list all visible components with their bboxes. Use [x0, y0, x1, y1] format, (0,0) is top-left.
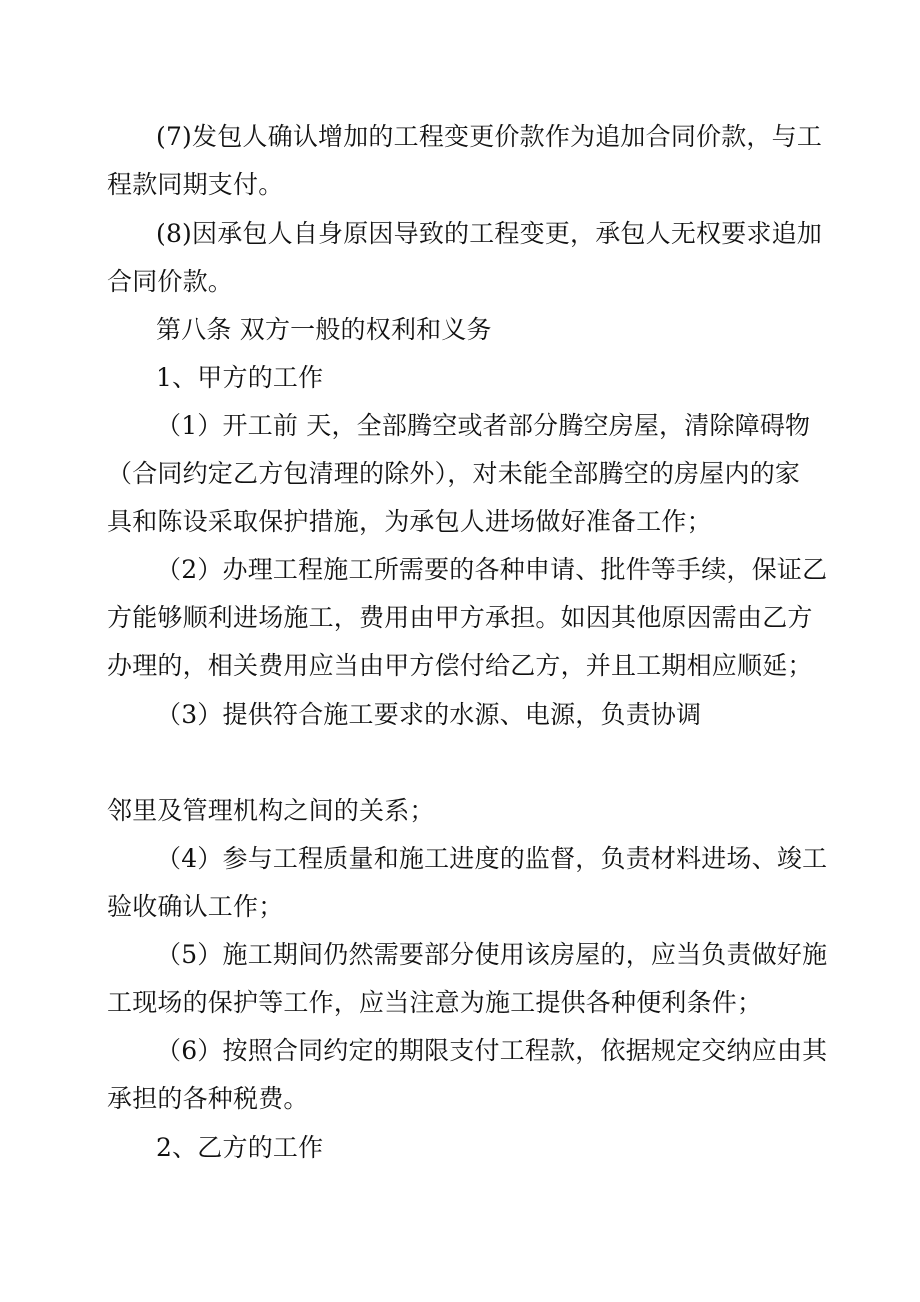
party-a-duties-heading: 1、甲方的工作 [156, 363, 324, 392]
item-5-line-2: 工现场的保护等工作，应当注意为施工提供各种便利条件； [107, 988, 763, 1017]
item-4-line-2: 验收确认工作； [107, 892, 284, 921]
item-6-line-1: （6）按照合同约定的期限支付工程款，依据规定交纳应由其 [156, 1036, 828, 1065]
item-2-line-2: 方能够顺利进场施工，费用由甲方承担。如因其他原因需由乙方 [107, 603, 813, 632]
item-5-line-1: （5）施工期间仍然需要部分使用该房屋的，应当负责做好施 [156, 940, 828, 969]
item-1-line-2: （合同约定乙方包清理的除外），对未能全部腾空的房屋内的家 [107, 459, 801, 488]
party-b-duties-heading: 2、乙方的工作 [156, 1133, 324, 1162]
paragraph-7-line-1: (7)发包人确认增加的工程变更价款作为追加合同价款，与工 [156, 122, 823, 151]
paragraph-7-line-2: 程款同期支付。 [107, 170, 284, 199]
item-1-line-3: 具和陈设采取保护措施，为承包人进场做好准备工作； [107, 507, 712, 536]
item-4-line-1: （4）参与工程质量和施工进度的监督，负责材料进场、竣工 [156, 844, 828, 873]
article-8-heading: 第八条 双方一般的权利和义务 [156, 315, 492, 344]
item-3-line-2: 邻里及管理机构之间的关系； [107, 796, 435, 825]
paragraph-8-line-2: 合同价款。 [107, 267, 234, 296]
item-2-line-3: 办理的，相关费用应当由甲方偿付给乙方，并且工期相应顺延； [107, 651, 813, 680]
item-3-line-1: （3）提供符合施工要求的水源、电源，负责协调 [156, 700, 702, 729]
item-1-line-1: （1）开工前 天，全部腾空或者部分腾空房屋，清除障碍物 [156, 411, 811, 440]
paragraph-8-line-1: (8)因承包人自身原因导致的工程变更，承包人无权要求追加 [156, 219, 823, 248]
item-6-line-2: 承担的各种税费。 [107, 1084, 309, 1113]
item-2-line-1: （2）办理工程施工所需要的各种申请、批件等手续，保证乙 [156, 555, 828, 584]
